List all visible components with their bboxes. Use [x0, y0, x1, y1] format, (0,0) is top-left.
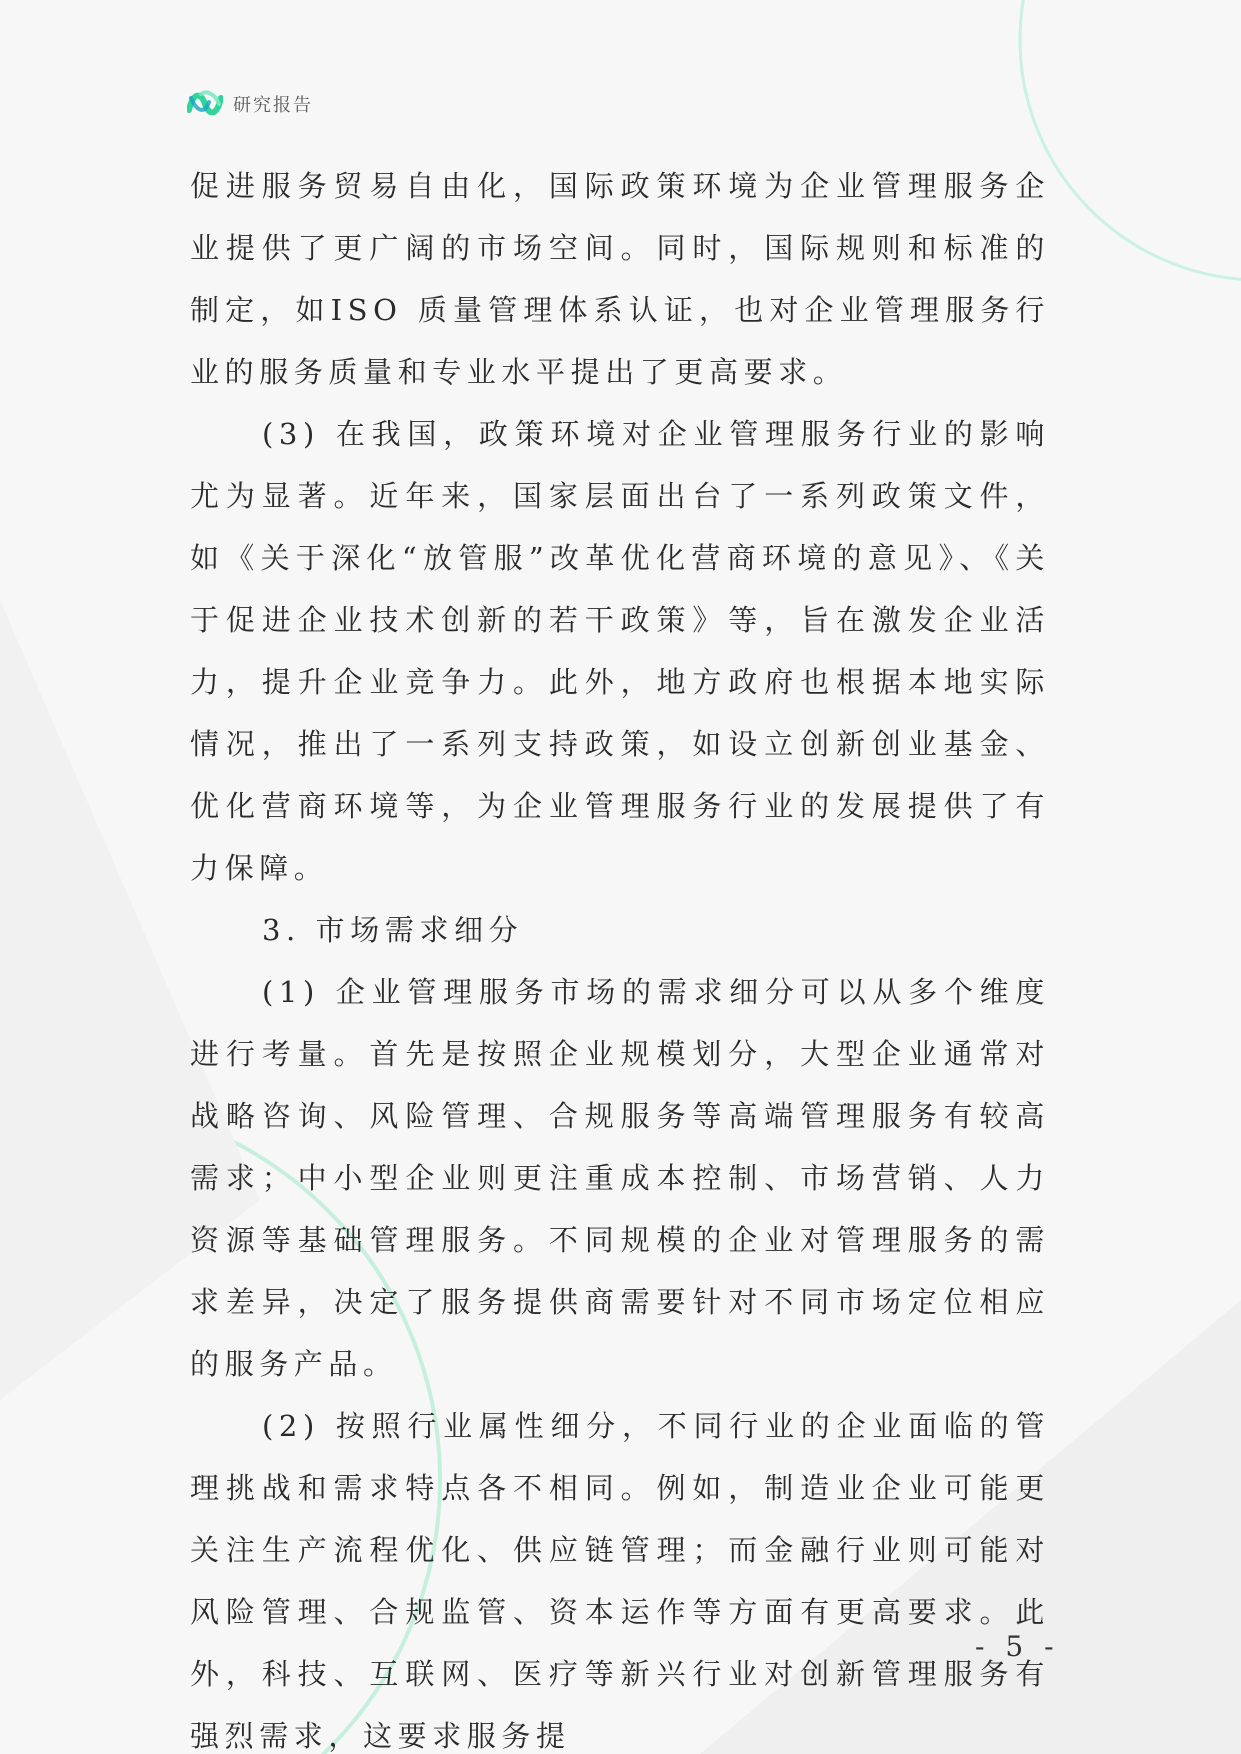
brand-logo-icon — [187, 88, 223, 120]
top-right-arc — [1020, 0, 1241, 280]
paragraph: (1) 企业管理服务市场的需求细分可以从多个维度进行考量。首先是按照企业规模划分，大型企业通常对战略咨询、风险管理、合规服务等高端管理服务有较高需求；中小型企业则更注重成本控制、市场营销、人力资源等基础管理服务。不同规模的企业对管理服务的需求差异，决定了服务提供商需要针对不同市场定位相应的服务产品。 — [190, 975, 1050, 1381]
page-number: - 5 - — [975, 1630, 1060, 1663]
paragraph: 促进服务贸易自由化，国际政策环境为企业管理服务企业提供了更广阔的市场空间。同时，国际规则和标准的制定，如ISO 质量管理体系认证，也对企业管理服务行业的服务质量和专业水平提出了更高要求。 — [190, 169, 1050, 389]
paragraph: (3) 在我国，政策环境对企业管理服务行业的影响尤为显著。近年来，国家层面出台了一系列政策文件，如《关于深化“放管服”改革优化营商环境的意见》、《关于促进企业技术创新的若干政策》等，旨在激发企业活力，提升企业竞争力。此外，地方政府也根据本地实际情况，推出了一系列支持政策，如设立创新创业基金、优化营商环境等，为企业管理服务行业的发展提供了有力保障。 — [190, 417, 1050, 885]
header-title: 研究报告 — [233, 95, 313, 116]
report-header — [187, 88, 313, 120]
body-text — [190, 155, 1050, 1754]
section-heading: 3. 市场需求细分 — [262, 913, 524, 947]
paragraph: (2) 按照行业属性细分，不同行业的企业面临的管理挑战和需求特点各不相同。例如，制造业企业可能更关注生产流程优化、供应链管理；而金融行业则可能对风险管理、合规监管、资本运作等方面有更高要求。此外，科技、互联网、医疗等新兴行业对创新管理服务有强烈需求，这要求服务提 — [190, 1409, 1050, 1753]
